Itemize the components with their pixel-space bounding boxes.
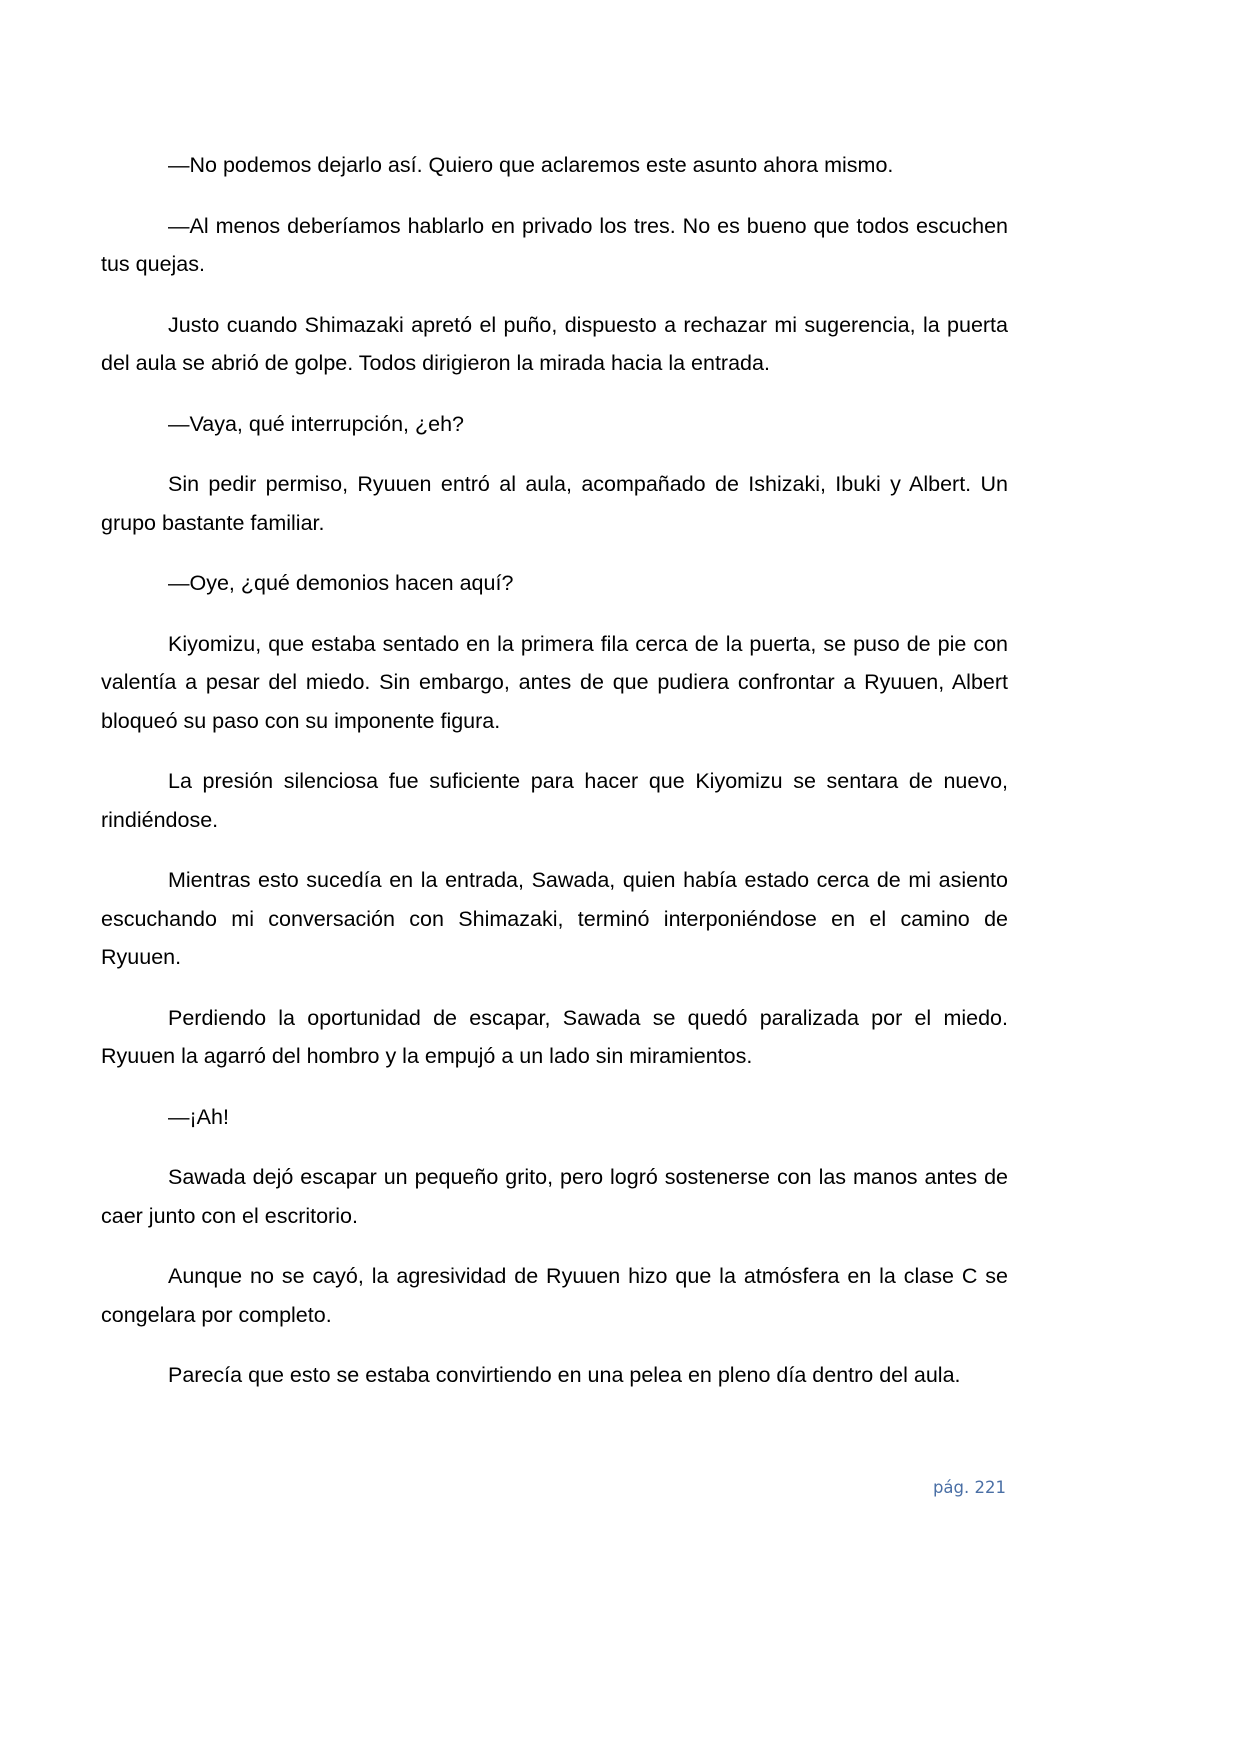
body-text bbox=[101, 146, 1008, 1395]
paragraph-14: Parecía que esto se estaba convirtiendo en una pelea en pleno día dentro del aula. bbox=[168, 1363, 961, 1387]
paragraph-7: Kiyomizu, que estaba sentado en la primera fila cerca de la puerta, se puso de pie con valentía a pesar del miedo. Sin embargo, antes de que pudiera confrontar a Ryuuen, Albert bloqueó su paso con su imponente figura. bbox=[101, 631, 1008, 733]
paragraph-4: —Vaya, qué interrupción, ¿eh? bbox=[168, 411, 464, 436]
paragraph-5: Sin pedir permiso, Ryuuen entró al aula, acompañado de Ishizaki, Ibuki y Albert. Un grupo bastante familiar. bbox=[101, 472, 1008, 535]
paragraph-13: Aunque no se cayó, la agresividad de Ryuuen hizo que la atmósfera en la clase C se congelara por completo. bbox=[101, 1264, 1008, 1327]
paragraph-8: La presión silenciosa fue suficiente para hacer que Kiyomizu se sentara de nuevo, rindiéndose. bbox=[101, 769, 1008, 832]
paragraph-2: —Al menos deberíamos hablarlo en privado los tres. No es bueno que todos escuchen tus quejas. bbox=[101, 213, 1008, 276]
page-number: pág. 221 bbox=[932, 1478, 1006, 1497]
paragraph-12: Sawada dejó escapar un pequeño grito, pero logró sostenerse con las manos antes de caer junto con el escritorio. bbox=[101, 1165, 1008, 1228]
paragraph-1: —No podemos dejarlo así. Quiero que aclaremos este asunto ahora mismo. bbox=[168, 153, 894, 177]
paragraph-6: —Oye, ¿qué demonios hacen aquí? bbox=[168, 571, 514, 595]
paragraph-11: —¡Ah! bbox=[168, 1104, 229, 1129]
paragraph-3: Justo cuando Shimazaki apretó el puño, dispuesto a rechazar mi sugerencia, la puerta del aula se abrió de golpe. Todos dirigieron la mirada hacia la entrada. bbox=[101, 312, 1008, 375]
paragraph-9: Mientras esto sucedía en la entrada, Sawada, quien había estado cerca de mi asiento escuchando mi conversación con Shimazaki, terminó interponiéndose en el camino de Ryuuen. bbox=[101, 868, 1008, 969]
paragraph-10: Perdiendo la oportunidad de escapar, Sawada se quedó paralizada por el miedo. Ryuuen la agarró del hombro y la empujó a un lado sin miramientos. bbox=[101, 1005, 1008, 1068]
